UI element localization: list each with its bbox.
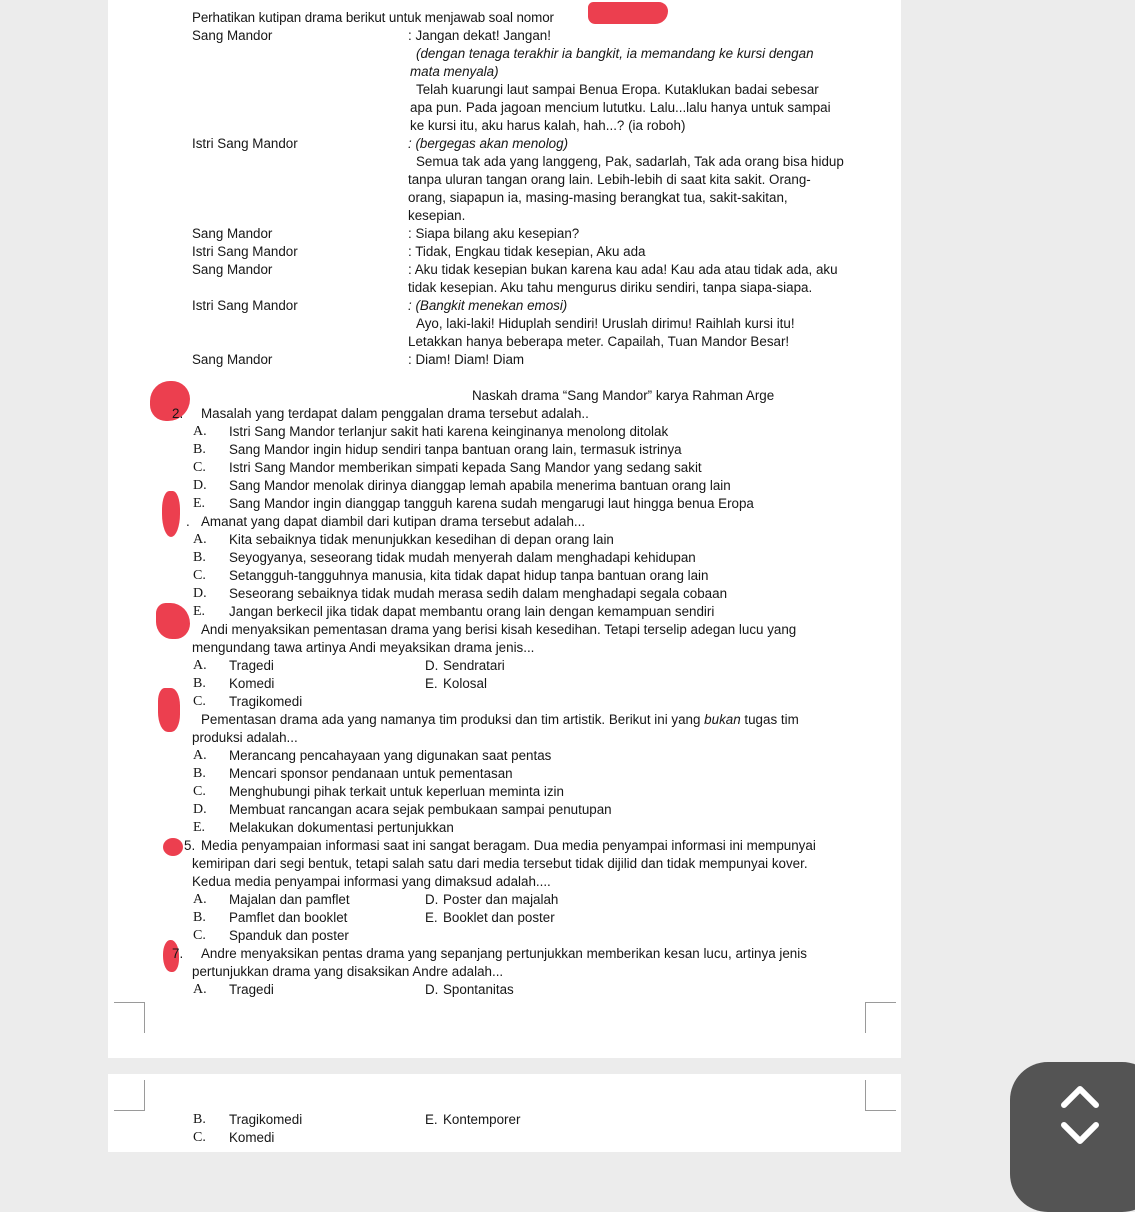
dialogue-line: : (Bangkit menekan emosi)	[408, 298, 568, 313]
option-text: Booklet dan poster	[443, 910, 555, 925]
option-text: Sang Mandor ingin hidup sendiri tanpa bantuan orang lain, termasuk istrinya	[229, 442, 682, 457]
option-text: Komedi	[229, 1130, 275, 1145]
option-text: Kontemporer	[443, 1112, 521, 1127]
speaker-name: Sang Mandor	[192, 28, 273, 43]
option-text: Tragikomedi	[229, 694, 303, 709]
option-letter: C.	[193, 568, 206, 583]
option-letter: E.	[425, 910, 438, 925]
redaction-mark	[588, 2, 668, 24]
dialogue-line: : Jangan dekat! Jangan!	[408, 28, 551, 43]
question-stem: mengundang tawa artinya Andi meyaksikan drama jenis...	[192, 640, 535, 655]
option-text: Komedi	[229, 676, 275, 691]
option-text: Setangguh-tangguhnya manusia, kita tidak dapat hidup tanpa bantuan orang lain	[229, 568, 709, 583]
option-letter: A.	[193, 982, 207, 997]
speaker-name: Istri Sang Mandor	[192, 136, 298, 151]
option-letter: B.	[193, 910, 206, 925]
option-letter: D.	[193, 586, 207, 601]
option-letter: A.	[193, 658, 207, 673]
question-number: 5.	[184, 838, 196, 853]
dialogue-line: : Siapa bilang aku kesepian?	[408, 226, 580, 241]
option-letter: A.	[193, 748, 207, 763]
dialogue-line: tidak kesepian. Aku tahu mengurus diriku sendiri, tanpa siapa-siapa.	[408, 280, 813, 295]
page-navigation	[1010, 1062, 1135, 1212]
speaker-name: Istri Sang Mandor	[192, 298, 298, 313]
option-text: Kita sebaiknya tidak menunjukkan kesedihan di depan orang lain	[229, 532, 614, 547]
question-stem: Pementasan drama ada yang namanya tim produksi dan tim artistik. Berikut ini yang bukan tugas tim	[201, 712, 799, 727]
handwritten-mark	[158, 688, 180, 732]
option-letter: B.	[193, 442, 206, 457]
dialogue-line: : (bergegas akan menolog)	[408, 136, 569, 151]
dialogue-line: Letakkan hanya beberapa meter. Capailah, Tuan Mandor Besar!	[408, 334, 790, 349]
speaker-name: Sang Mandor	[192, 352, 273, 367]
option-text: Membuat rancangan acara sejak pembukaan sampai penutupan	[229, 802, 612, 817]
option-letter: D.	[425, 982, 439, 997]
option-text: Merancang pencahayaan yang digunakan saat pentas	[229, 748, 552, 763]
option-text: Seseorang sebaiknya tidak mudah merasa sedih dalam menghadapi segala cobaan	[229, 586, 728, 601]
crop-mark	[114, 1002, 145, 1033]
speaker-name: Istri Sang Mandor	[192, 244, 298, 259]
instruction-header: Perhatikan kutipan drama berikut untuk menjawab soal nomor	[192, 10, 554, 25]
option-letter: B.	[193, 766, 206, 781]
crop-mark	[865, 1002, 896, 1033]
option-text: Istri Sang Mandor memberikan simpati kepada Sang Mandor yang sedang sakit	[229, 460, 702, 475]
option-text: Spontanitas	[443, 982, 514, 997]
question-stem: Andi menyaksikan pementasan drama yang berisi kisah kesedihan. Tetapi terselip adegan lucu yang	[201, 622, 797, 637]
dialogue-line: Ayo, laki-laki! Hiduplah sendiri! Uruslah dirimu! Raihlah kursi itu!	[416, 316, 795, 331]
option-text: Sang Mandor ingin dianggap tangguh karena sudah mengarugi laut hingga benua Eropa	[229, 496, 754, 511]
question-number: .	[186, 514, 190, 529]
option-text: Tragikomedi	[229, 1112, 303, 1127]
dialogue-line: kesepian.	[408, 208, 466, 223]
question-stem: Amanat yang dapat diambil dari kutipan drama tersebut adalah...	[201, 514, 586, 529]
option-text: Tragedi	[229, 658, 274, 673]
option-letter: D.	[425, 892, 439, 907]
option-letter: E.	[193, 820, 206, 835]
option-text: Sendratari	[443, 658, 505, 673]
question-stem: Andre menyaksikan pentas drama yang sepanjang pertunjukkan memberikan kesan lucu, artinya jenis	[201, 946, 807, 961]
option-text: Spanduk dan poster	[229, 928, 349, 943]
option-letter: D.	[425, 658, 439, 673]
question-stem: kemiripan dari segi bentuk, tetapi salah satu dari media tersebut tidak dijilid dan tidak mempunyai kover.	[192, 856, 808, 871]
option-text: Mencari sponsor pendanaan untuk pementasan	[229, 766, 513, 781]
option-letter: E.	[425, 1112, 438, 1127]
option-text: Melakukan dokumentasi pertunjukkan	[229, 820, 454, 835]
speaker-name: Sang Mandor	[192, 226, 273, 241]
option-text: Poster dan majalah	[443, 892, 559, 907]
question-number: 2.	[172, 406, 184, 421]
dialogue-line: tanpa uluran tangan orang lain. Lebih-lebih di saat kita sakit. Orang-	[408, 172, 811, 187]
option-text: Istri Sang Mandor terlanjur sakit hati karena keinginanya menolong ditolak	[229, 424, 669, 439]
option-letter: A.	[193, 532, 207, 547]
dialogue-line: orang, siapapun ia, masing-masing berangkat tua, sakit-sakitan,	[408, 190, 788, 205]
dialogue-line: : Diam! Diam! Diam	[408, 352, 525, 367]
option-text: Menghubungi pihak terkait untuk keperluan meminta izin	[229, 784, 564, 799]
question-number: 7.	[172, 946, 184, 961]
option-text: Majalan dan pamflet	[229, 892, 350, 907]
option-text: Pamflet dan booklet	[229, 910, 348, 925]
dialogue-line: : Tidak, Engkau tidak kesepian, Aku ada	[408, 244, 646, 259]
chevron-down-icon[interactable]	[1058, 1120, 1102, 1148]
source-citation: Naskah drama “Sang Mandor” karya Rahman Arge	[472, 388, 775, 403]
option-text: Seyogyanya, seseorang tidak mudah menyerah dalam menghadapi kehidupan	[229, 550, 696, 565]
question-stem: produksi adalah...	[192, 730, 298, 745]
option-letter: E.	[193, 604, 206, 619]
option-letter: A.	[193, 892, 207, 907]
option-letter: C.	[193, 694, 206, 709]
dialogue-line: Semua tak ada yang langgeng, Pak, sadarlah, Tak ada orang bisa hidup	[416, 154, 844, 169]
chevron-up-icon[interactable]	[1058, 1082, 1102, 1110]
option-letter: C.	[193, 1130, 206, 1145]
option-text: Kolosal	[443, 676, 487, 691]
dialogue-line: : Aku tidak kesepian bukan karena kau ada! Kau ada atau tidak ada, aku	[408, 262, 838, 277]
question-stem: pertunjukkan drama yang disaksikan Andre adalah...	[192, 964, 504, 979]
question-stem: Media penyampaian informasi saat ini sangat beragam. Dua media penyampai informasi ini mempunyai	[201, 838, 816, 853]
option-letter: D.	[193, 478, 207, 493]
option-text: Jangan berkecil jika tidak dapat membantu orang lain dengan kemampuan sendiri	[229, 604, 715, 619]
handwritten-mark	[163, 838, 183, 856]
dialogue-line: mata menyala)	[410, 64, 499, 79]
dialogue-line: apa pun. Pada jagoan mencium lututku. Lalu...lalu hanya untuk sampai	[410, 100, 831, 115]
dialogue-line: (dengan tenaga terakhir ia bangkit, ia memandang ke kursi dengan	[416, 46, 814, 61]
option-text: Tragedi	[229, 982, 274, 997]
speaker-name: Sang Mandor	[192, 262, 273, 277]
option-letter: D.	[193, 802, 207, 817]
dialogue-line: Telah kuarungi laut sampai Benua Eropa. Kutaklukan badai sebesar	[416, 82, 819, 97]
question-stem: Masalah yang terdapat dalam penggalan drama tersebut adalah..	[201, 406, 589, 421]
option-letter: C.	[193, 928, 206, 943]
option-letter: A.	[193, 424, 207, 439]
option-letter: E.	[425, 676, 438, 691]
crop-mark	[865, 1080, 896, 1111]
question-stem: Kedua media penyampai informasi yang dimaksud adalah....	[192, 874, 551, 889]
option-letter: E.	[193, 496, 206, 511]
option-text: Sang Mandor menolak dirinya dianggap lemah apabila menerima bantuan orang lain	[229, 478, 731, 493]
handwritten-mark	[162, 491, 180, 537]
option-letter: C.	[193, 784, 206, 799]
option-letter: B.	[193, 550, 206, 565]
option-letter: B.	[193, 1112, 206, 1127]
crop-mark	[114, 1080, 145, 1111]
dialogue-line: ke kursi itu, aku harus kalah, hah...? (ia roboh)	[410, 118, 686, 133]
option-letter: B.	[193, 676, 206, 691]
option-letter: C.	[193, 460, 206, 475]
